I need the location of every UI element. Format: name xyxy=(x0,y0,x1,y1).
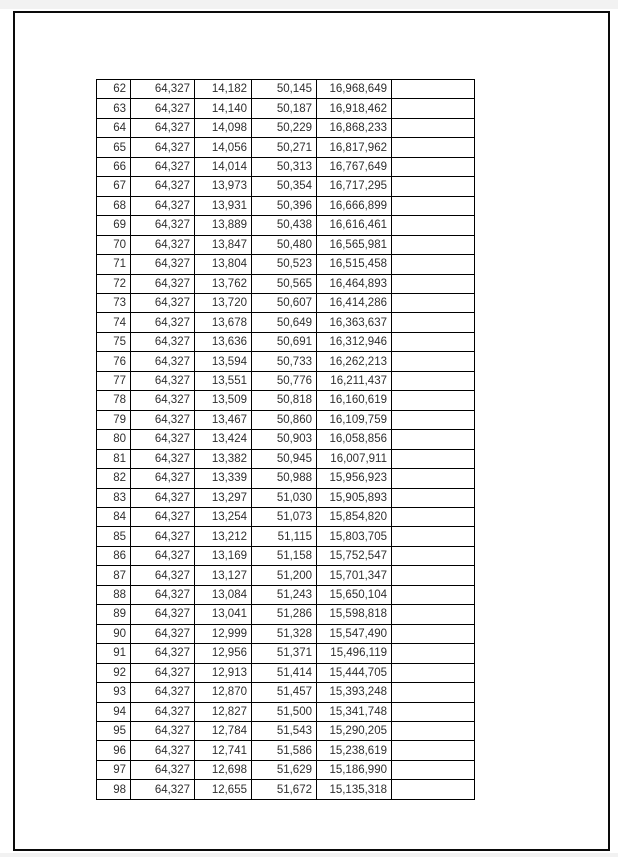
row-number-cell: 83 xyxy=(97,488,131,507)
table-row xyxy=(97,624,475,643)
value-cell: 13,720 xyxy=(195,293,252,312)
value-cell: 51,073 xyxy=(252,507,317,526)
value-cell: 64,327 xyxy=(131,99,195,118)
table-row xyxy=(97,605,475,624)
table-row xyxy=(97,546,475,565)
value-cell: 13,212 xyxy=(195,527,252,546)
value-cell: 13,762 xyxy=(195,274,252,293)
table-row xyxy=(97,391,475,410)
table-row xyxy=(97,585,475,604)
value-cell: 64,327 xyxy=(131,235,195,254)
empty-cell xyxy=(392,721,475,740)
value-cell: 15,650,104 xyxy=(317,585,392,604)
value-cell: 64,327 xyxy=(131,157,195,176)
empty-cell xyxy=(392,760,475,779)
value-cell: 50,776 xyxy=(252,371,317,390)
row-number-cell: 93 xyxy=(97,683,131,702)
row-number-cell: 92 xyxy=(97,663,131,682)
value-cell: 50,945 xyxy=(252,449,317,468)
value-cell: 64,327 xyxy=(131,391,195,410)
table-row xyxy=(97,663,475,682)
value-cell: 50,860 xyxy=(252,410,317,429)
value-cell: 16,767,649 xyxy=(317,157,392,176)
row-number-cell: 67 xyxy=(97,177,131,196)
table-row xyxy=(97,255,475,274)
value-cell: 12,913 xyxy=(195,663,252,682)
value-cell: 15,496,119 xyxy=(317,644,392,663)
value-cell: 64,327 xyxy=(131,449,195,468)
value-cell: 12,956 xyxy=(195,644,252,663)
value-cell: 50,523 xyxy=(252,255,317,274)
value-cell: 51,414 xyxy=(252,663,317,682)
value-cell: 13,678 xyxy=(195,313,252,332)
empty-cell xyxy=(392,196,475,215)
empty-cell xyxy=(392,313,475,332)
value-cell: 12,870 xyxy=(195,683,252,702)
row-number-cell: 69 xyxy=(97,216,131,235)
value-cell: 15,803,705 xyxy=(317,527,392,546)
value-cell: 16,817,962 xyxy=(317,138,392,157)
empty-cell xyxy=(392,371,475,390)
document-viewer xyxy=(0,9,618,853)
value-cell: 16,918,462 xyxy=(317,99,392,118)
value-cell: 12,999 xyxy=(195,624,252,643)
empty-cell xyxy=(392,449,475,468)
table-row xyxy=(97,410,475,429)
row-number-cell: 68 xyxy=(97,196,131,215)
value-cell: 50,733 xyxy=(252,352,317,371)
value-cell: 51,500 xyxy=(252,702,317,721)
value-cell: 16,565,981 xyxy=(317,235,392,254)
table-row xyxy=(97,449,475,468)
table-row xyxy=(97,80,475,99)
row-number-cell: 77 xyxy=(97,371,131,390)
empty-cell xyxy=(392,255,475,274)
empty-cell xyxy=(392,177,475,196)
value-cell: 64,327 xyxy=(131,702,195,721)
row-number-cell: 75 xyxy=(97,332,131,351)
table-row xyxy=(97,235,475,254)
empty-cell xyxy=(392,118,475,137)
value-cell: 64,327 xyxy=(131,624,195,643)
value-cell: 15,393,248 xyxy=(317,683,392,702)
value-cell: 51,543 xyxy=(252,721,317,740)
value-cell: 50,271 xyxy=(252,138,317,157)
value-cell: 16,515,458 xyxy=(317,255,392,274)
row-number-cell: 82 xyxy=(97,469,131,488)
value-cell: 13,127 xyxy=(195,566,252,585)
table-row xyxy=(97,313,475,332)
value-cell: 16,312,946 xyxy=(317,332,392,351)
empty-cell xyxy=(392,391,475,410)
value-cell: 50,145 xyxy=(252,80,317,99)
value-cell: 16,363,637 xyxy=(317,313,392,332)
row-number-cell: 74 xyxy=(97,313,131,332)
value-cell: 64,327 xyxy=(131,177,195,196)
row-number-cell: 72 xyxy=(97,274,131,293)
value-cell: 13,041 xyxy=(195,605,252,624)
row-number-cell: 94 xyxy=(97,702,131,721)
empty-cell xyxy=(392,702,475,721)
value-cell: 13,084 xyxy=(195,585,252,604)
empty-cell xyxy=(392,157,475,176)
table-row xyxy=(97,216,475,235)
value-cell: 16,262,213 xyxy=(317,352,392,371)
value-cell: 13,551 xyxy=(195,371,252,390)
value-cell: 64,327 xyxy=(131,118,195,137)
value-cell: 16,211,437 xyxy=(317,371,392,390)
row-number-cell: 91 xyxy=(97,644,131,663)
empty-cell xyxy=(392,138,475,157)
row-number-cell: 85 xyxy=(97,527,131,546)
empty-cell xyxy=(392,527,475,546)
row-number-cell: 98 xyxy=(97,780,131,799)
value-cell: 50,354 xyxy=(252,177,317,196)
value-cell: 14,014 xyxy=(195,157,252,176)
row-number-cell: 84 xyxy=(97,507,131,526)
value-cell: 64,327 xyxy=(131,663,195,682)
value-cell: 50,313 xyxy=(252,157,317,176)
value-cell: 64,327 xyxy=(131,293,195,312)
value-cell: 15,290,205 xyxy=(317,721,392,740)
empty-cell xyxy=(392,488,475,507)
value-cell: 51,200 xyxy=(252,566,317,585)
value-cell: 13,254 xyxy=(195,507,252,526)
row-number-cell: 96 xyxy=(97,741,131,760)
value-cell: 51,672 xyxy=(252,780,317,799)
row-number-cell: 87 xyxy=(97,566,131,585)
row-number-cell: 86 xyxy=(97,546,131,565)
value-cell: 64,327 xyxy=(131,196,195,215)
value-cell: 16,968,649 xyxy=(317,80,392,99)
value-cell: 50,229 xyxy=(252,118,317,137)
value-cell: 16,160,619 xyxy=(317,391,392,410)
empty-cell xyxy=(392,352,475,371)
value-cell: 15,186,990 xyxy=(317,760,392,779)
table-row xyxy=(97,683,475,702)
table-row xyxy=(97,721,475,740)
table-row xyxy=(97,760,475,779)
value-cell: 16,464,893 xyxy=(317,274,392,293)
value-cell: 51,457 xyxy=(252,683,317,702)
value-cell: 64,327 xyxy=(131,216,195,235)
empty-cell xyxy=(392,507,475,526)
value-cell: 64,327 xyxy=(131,255,195,274)
value-cell: 50,818 xyxy=(252,391,317,410)
value-cell: 13,339 xyxy=(195,469,252,488)
row-number-cell: 63 xyxy=(97,99,131,118)
value-cell: 15,905,893 xyxy=(317,488,392,507)
table-row xyxy=(97,177,475,196)
value-cell: 14,182 xyxy=(195,80,252,99)
value-cell: 13,804 xyxy=(195,255,252,274)
value-cell: 51,371 xyxy=(252,644,317,663)
empty-cell xyxy=(392,585,475,604)
value-cell: 51,286 xyxy=(252,605,317,624)
row-number-cell: 62 xyxy=(97,80,131,99)
value-cell: 16,666,899 xyxy=(317,196,392,215)
value-cell: 13,467 xyxy=(195,410,252,429)
table-row xyxy=(97,430,475,449)
value-cell: 64,327 xyxy=(131,274,195,293)
table-row xyxy=(97,196,475,215)
value-cell: 64,327 xyxy=(131,780,195,799)
value-cell: 13,889 xyxy=(195,216,252,235)
empty-cell xyxy=(392,410,475,429)
table-row xyxy=(97,99,475,118)
row-number-cell: 79 xyxy=(97,410,131,429)
table-row xyxy=(97,469,475,488)
value-cell: 50,396 xyxy=(252,196,317,215)
value-cell: 14,098 xyxy=(195,118,252,137)
value-cell: 64,327 xyxy=(131,332,195,351)
value-cell: 64,327 xyxy=(131,138,195,157)
table-row xyxy=(97,138,475,157)
value-cell: 16,058,856 xyxy=(317,430,392,449)
empty-cell xyxy=(392,99,475,118)
value-cell: 50,607 xyxy=(252,293,317,312)
table-row xyxy=(97,566,475,585)
value-cell: 64,327 xyxy=(131,410,195,429)
value-cell: 64,327 xyxy=(131,760,195,779)
value-cell: 12,655 xyxy=(195,780,252,799)
value-cell: 15,701,347 xyxy=(317,566,392,585)
empty-cell xyxy=(392,605,475,624)
empty-cell xyxy=(392,780,475,799)
table-row xyxy=(97,371,475,390)
empty-cell xyxy=(392,469,475,488)
value-cell: 51,243 xyxy=(252,585,317,604)
empty-cell xyxy=(392,546,475,565)
value-cell: 50,691 xyxy=(252,332,317,351)
empty-cell xyxy=(392,566,475,585)
value-cell: 50,565 xyxy=(252,274,317,293)
value-cell: 64,327 xyxy=(131,352,195,371)
row-number-cell: 90 xyxy=(97,624,131,643)
value-cell: 15,752,547 xyxy=(317,546,392,565)
empty-cell xyxy=(392,430,475,449)
value-cell: 14,140 xyxy=(195,99,252,118)
value-cell: 15,341,748 xyxy=(317,702,392,721)
value-cell: 15,135,318 xyxy=(317,780,392,799)
value-cell: 50,187 xyxy=(252,99,317,118)
table-row xyxy=(97,293,475,312)
table-row xyxy=(97,488,475,507)
document-page xyxy=(13,11,610,851)
value-cell: 12,741 xyxy=(195,741,252,760)
table-row xyxy=(97,157,475,176)
table-row xyxy=(97,332,475,351)
value-cell: 50,649 xyxy=(252,313,317,332)
value-cell: 64,327 xyxy=(131,683,195,702)
value-cell: 64,327 xyxy=(131,527,195,546)
table-row xyxy=(97,741,475,760)
value-cell: 51,629 xyxy=(252,760,317,779)
value-cell: 13,297 xyxy=(195,488,252,507)
value-cell: 13,973 xyxy=(195,177,252,196)
row-number-cell: 88 xyxy=(97,585,131,604)
empty-cell xyxy=(392,235,475,254)
empty-cell xyxy=(392,80,475,99)
row-number-cell: 80 xyxy=(97,430,131,449)
value-cell: 15,238,619 xyxy=(317,741,392,760)
value-cell: 13,594 xyxy=(195,352,252,371)
value-cell: 51,115 xyxy=(252,527,317,546)
row-number-cell: 65 xyxy=(97,138,131,157)
value-cell: 51,328 xyxy=(252,624,317,643)
value-cell: 16,868,233 xyxy=(317,118,392,137)
value-cell: 13,424 xyxy=(195,430,252,449)
empty-cell xyxy=(392,293,475,312)
value-cell: 12,698 xyxy=(195,760,252,779)
empty-cell xyxy=(392,683,475,702)
row-number-cell: 66 xyxy=(97,157,131,176)
table-row xyxy=(97,118,475,137)
value-cell: 15,854,820 xyxy=(317,507,392,526)
value-cell: 64,327 xyxy=(131,585,195,604)
value-cell: 15,956,923 xyxy=(317,469,392,488)
table-row xyxy=(97,702,475,721)
row-number-cell: 71 xyxy=(97,255,131,274)
value-cell: 64,327 xyxy=(131,741,195,760)
value-cell: 64,327 xyxy=(131,371,195,390)
value-cell: 64,327 xyxy=(131,644,195,663)
empty-cell xyxy=(392,624,475,643)
empty-cell xyxy=(392,274,475,293)
value-cell: 64,327 xyxy=(131,507,195,526)
value-cell: 50,903 xyxy=(252,430,317,449)
value-cell: 12,784 xyxy=(195,721,252,740)
value-cell: 13,169 xyxy=(195,546,252,565)
empty-cell xyxy=(392,663,475,682)
row-number-cell: 97 xyxy=(97,760,131,779)
value-cell: 16,616,461 xyxy=(317,216,392,235)
value-cell: 50,480 xyxy=(252,235,317,254)
value-cell: 50,438 xyxy=(252,216,317,235)
value-cell: 12,827 xyxy=(195,702,252,721)
row-number-cell: 76 xyxy=(97,352,131,371)
value-cell: 64,327 xyxy=(131,546,195,565)
table-row xyxy=(97,644,475,663)
value-cell: 13,509 xyxy=(195,391,252,410)
empty-cell xyxy=(392,332,475,351)
row-number-cell: 73 xyxy=(97,293,131,312)
row-number-cell: 78 xyxy=(97,391,131,410)
table-row xyxy=(97,274,475,293)
row-number-cell: 70 xyxy=(97,235,131,254)
value-cell: 13,847 xyxy=(195,235,252,254)
value-cell: 13,931 xyxy=(195,196,252,215)
value-cell: 51,158 xyxy=(252,546,317,565)
table-row xyxy=(97,352,475,371)
value-cell: 16,109,759 xyxy=(317,410,392,429)
data-table xyxy=(96,79,475,800)
value-cell: 13,382 xyxy=(195,449,252,468)
value-cell: 64,327 xyxy=(131,566,195,585)
value-cell: 64,327 xyxy=(131,430,195,449)
value-cell: 14,056 xyxy=(195,138,252,157)
row-number-cell: 81 xyxy=(97,449,131,468)
value-cell: 64,327 xyxy=(131,605,195,624)
value-cell: 64,327 xyxy=(131,488,195,507)
table-row xyxy=(97,780,475,799)
empty-cell xyxy=(392,216,475,235)
empty-cell xyxy=(392,741,475,760)
table-row xyxy=(97,527,475,546)
value-cell: 13,636 xyxy=(195,332,252,351)
value-cell: 15,598,818 xyxy=(317,605,392,624)
value-cell: 51,586 xyxy=(252,741,317,760)
value-cell: 15,444,705 xyxy=(317,663,392,682)
value-cell: 16,007,911 xyxy=(317,449,392,468)
value-cell: 15,547,490 xyxy=(317,624,392,643)
row-number-cell: 64 xyxy=(97,118,131,137)
table-row xyxy=(97,507,475,526)
value-cell: 64,327 xyxy=(131,721,195,740)
row-number-cell: 95 xyxy=(97,721,131,740)
row-number-cell: 89 xyxy=(97,605,131,624)
value-cell: 51,030 xyxy=(252,488,317,507)
value-cell: 64,327 xyxy=(131,469,195,488)
value-cell: 64,327 xyxy=(131,313,195,332)
value-cell: 50,988 xyxy=(252,469,317,488)
empty-cell xyxy=(392,644,475,663)
table-body xyxy=(97,80,475,800)
value-cell: 16,414,286 xyxy=(317,293,392,312)
value-cell: 16,717,295 xyxy=(317,177,392,196)
value-cell: 64,327 xyxy=(131,80,195,99)
